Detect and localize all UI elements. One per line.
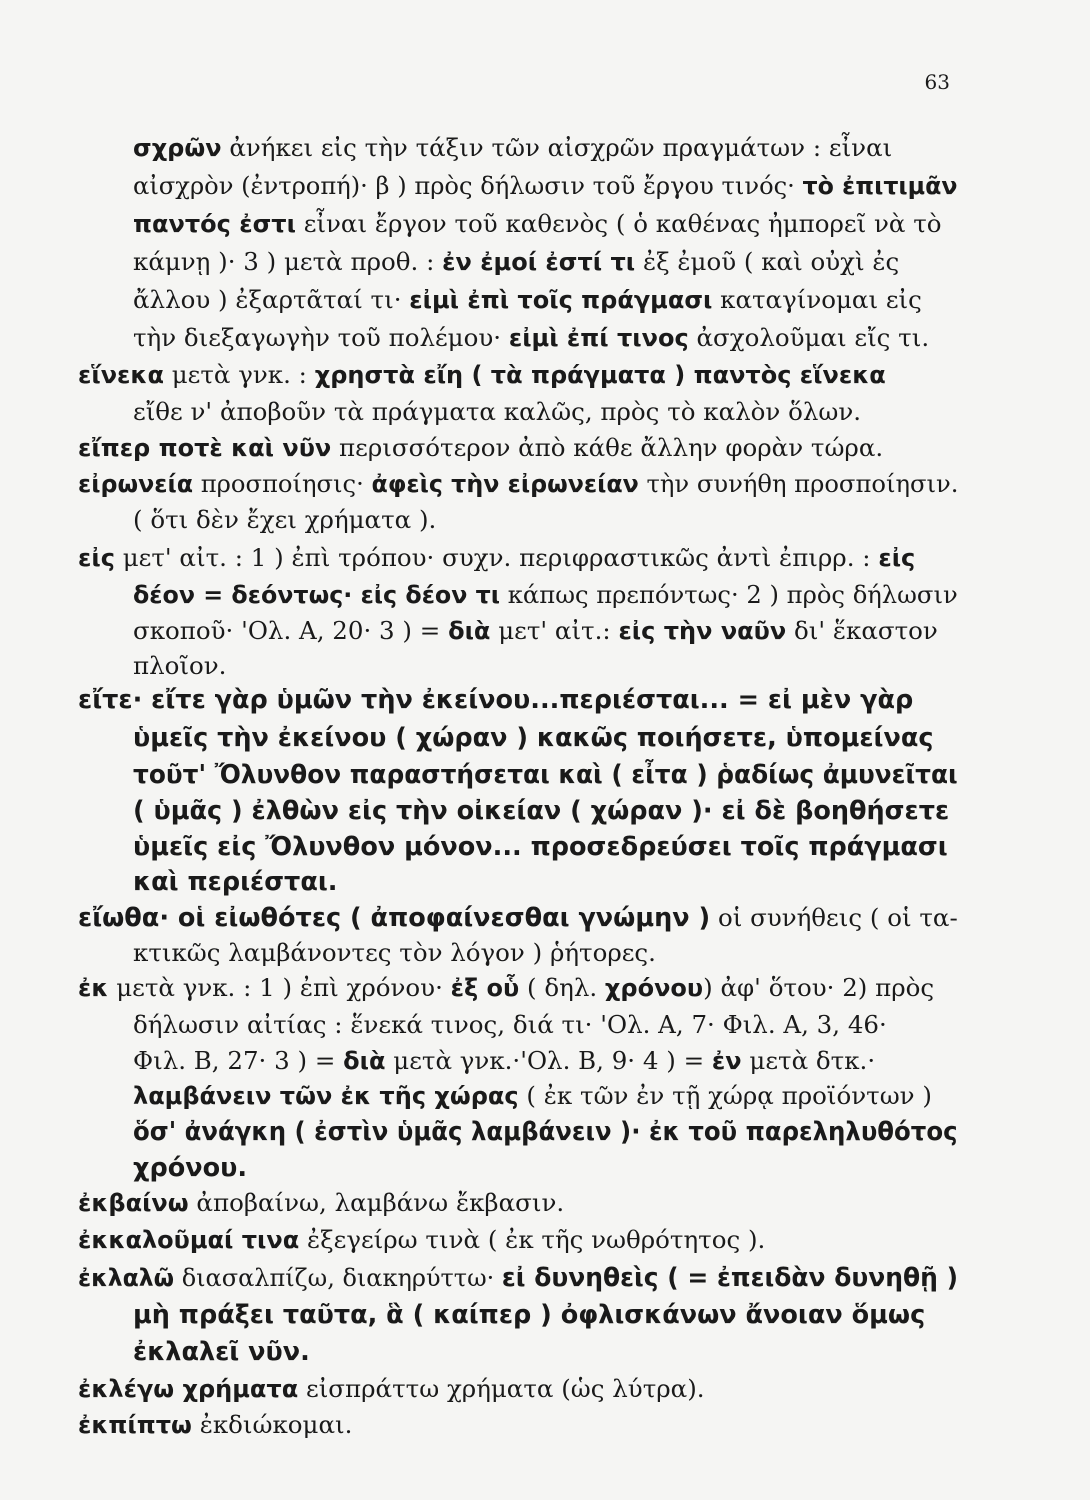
entry-line bbox=[78, 1407, 958, 1444]
continuation-line bbox=[133, 1043, 958, 1080]
continuation-line bbox=[133, 130, 958, 167]
bold-quotation: εἴτε· εἴτε γὰρ ὑμῶν τὴν ἐκείνου...περιέσται... = εἰ μὲν γὰρ bbox=[78, 685, 914, 715]
bold-term: χρηστὰ εἴη ( τὰ πράγματα ) παντὸς εἵνεκα bbox=[314, 361, 886, 389]
continuation-line bbox=[133, 1078, 958, 1115]
continuation-line bbox=[133, 613, 958, 650]
continuation-line bbox=[133, 394, 958, 431]
continuation-line bbox=[133, 320, 958, 357]
gloss-text: κτικῶς λαμβάνοντες τὸν λόγον ) ῥήτορες. bbox=[133, 938, 656, 967]
continuation-line bbox=[133, 935, 958, 972]
bold-term: ἀφεὶς τὴν εἰρωνείαν bbox=[371, 470, 639, 498]
continuation-line bbox=[133, 648, 958, 685]
bold-term: εἰμὶ ἐπί τινος bbox=[508, 324, 689, 352]
continuation-line bbox=[133, 168, 958, 205]
entry-line bbox=[78, 682, 958, 719]
bold-term: χρόνου bbox=[604, 974, 704, 1002]
bold-term: ἐκπίπτω bbox=[78, 1411, 192, 1439]
gloss-text: σκοποῦ· 'Ολ. Α, 20· 3 ) = bbox=[133, 616, 449, 645]
gloss-text: προσποίησις· bbox=[192, 469, 372, 498]
continuation-line bbox=[133, 1114, 958, 1151]
gloss-text: ἀνήκει εἰς τὴν τάξιν τῶν αἰσχρῶν πραγμάτων : εἶναι bbox=[221, 133, 893, 162]
continuation-line bbox=[133, 1150, 958, 1187]
bold-quotation: εἰ δυνηθεὶς ( = ἐπειδὰν δυνηθῇ ) bbox=[501, 1263, 959, 1293]
gloss-text: τὴν διεξαγωγὴν τοῦ πολέμου· bbox=[133, 323, 509, 352]
bold-term: εἴπερ ποτὲ καὶ νῦν bbox=[78, 434, 332, 462]
bold-term: εἵνεκα bbox=[78, 361, 164, 389]
bold-term: εἰς bbox=[878, 544, 916, 572]
gloss-text: περισσότερον ἀπὸ κάθε ἄλλην φορὰν τώρα. bbox=[331, 433, 884, 462]
gloss-text: δήλωσιν αἰτίας : ἕνεκά τινος, διά τι· 'Ολ. Α, 7· Φιλ. Α, 3, 46· bbox=[133, 1010, 887, 1039]
continuation-line bbox=[133, 206, 958, 243]
gloss-text: ) ἀφ' ὅτου· 2) πρὸς bbox=[703, 973, 935, 1002]
bold-quotation: μὴ πράξει ταῦτα, ἃ ( καίπερ ) ὀφλισκάνων ἄνοιαν ὅμως bbox=[133, 1300, 926, 1330]
gloss-text: αἰσχρὸν (ἐντροπή)· β ) πρὸς δήλωσιν τοῦ ἔργου τινός· bbox=[133, 171, 803, 200]
bold-term: τὸ ἐπιτιμᾶν bbox=[802, 172, 958, 200]
continuation-line bbox=[133, 864, 958, 901]
gloss-text: πλοῖον. bbox=[133, 651, 227, 680]
entry-line bbox=[78, 1260, 959, 1297]
bold-quotation: ὑμεῖς τὴν ἐκείνου ( χώραν ) κακῶς ποιήσετε, ὑπομείνας bbox=[133, 723, 934, 753]
gloss-text: ἐκδιώκομαι. bbox=[191, 1410, 353, 1439]
gloss-text: μετ' αἰτ.: bbox=[490, 616, 619, 645]
gloss-text: κάπως πρεπόντως· 2 ) πρὸς δήλωσιν bbox=[500, 580, 958, 609]
gloss-text: δι' ἕκαστον bbox=[786, 616, 938, 645]
gloss-text: Φιλ. Β, 27· 3 ) = bbox=[133, 1046, 344, 1075]
entry-line bbox=[78, 540, 958, 577]
bold-term: λαμβάνειν τῶν ἐκ τῆς χώρας bbox=[133, 1082, 519, 1110]
gloss-text: μετὰ γνκ.·'Ολ. Β, 9· 4 ) = bbox=[385, 1046, 712, 1075]
gloss-text: καταγίνομαι εἰς bbox=[712, 285, 922, 314]
bold-term: παντός ἐστι bbox=[133, 210, 296, 238]
continuation-line bbox=[133, 829, 958, 866]
bold-term: δέον = δεόντως· εἰς δέον τι bbox=[133, 581, 501, 609]
gloss-text: μετὰ γνκ. : bbox=[163, 360, 315, 389]
bold-quotation: ἐκλαλεῖ νῦν. bbox=[133, 1337, 310, 1367]
bold-term: ἐκ bbox=[78, 974, 109, 1002]
gloss-text: ἐξεγείρω τινὰ ( ἐκ τῆς νωθρότητος ). bbox=[299, 1225, 766, 1254]
entry-line bbox=[78, 1185, 958, 1222]
gloss-text: διασαλπίζω, διακηρύττω· bbox=[174, 1263, 502, 1292]
gloss-text: τὴν συνήθη προσποίησιν. bbox=[638, 469, 959, 498]
bold-term: ἐκλαλῶ bbox=[78, 1264, 175, 1292]
gloss-text: οἱ συνήθεις ( οἱ τα- bbox=[710, 903, 958, 932]
bold-term: ἐκκαλοῦμαί τινα bbox=[78, 1226, 300, 1254]
continuation-line bbox=[133, 282, 958, 319]
bold-term: σχρῶν bbox=[133, 134, 222, 162]
continuation-line bbox=[133, 720, 958, 757]
entry-line bbox=[78, 466, 959, 503]
bold-term: ἐκβαίνω bbox=[78, 1189, 189, 1217]
bold-term: εἰμὶ ἐπὶ τοῖς πράγμασι bbox=[409, 286, 713, 314]
bold-term: εἰς bbox=[78, 544, 115, 572]
gloss-text: ἐξ ἐμοῦ ( καὶ οὐχὶ ἐς bbox=[635, 247, 900, 276]
bold-term: ἐκλέγω χρήματα bbox=[78, 1375, 299, 1403]
bold-term: ἐξ οὗ bbox=[450, 974, 520, 1002]
gloss-text: ( δηλ. bbox=[519, 973, 605, 1002]
bold-quotation: καὶ περιέσται. bbox=[133, 867, 338, 897]
bold-quotation: χρόνου. bbox=[133, 1153, 248, 1183]
continuation-line bbox=[133, 757, 958, 794]
page-number: 63 bbox=[924, 70, 950, 94]
gloss-text: κάμνῃ )· 3 ) μετὰ προθ. : bbox=[133, 247, 443, 276]
continuation-line bbox=[133, 502, 958, 539]
bold-term: διὰ bbox=[343, 1047, 386, 1075]
gloss-text: ἀποβαίνω, λαμβάνω ἔκβασιν. bbox=[188, 1188, 565, 1217]
continuation-line bbox=[133, 577, 958, 614]
gloss-text: ἀσχολοῦμαι εἴς τι. bbox=[688, 323, 930, 352]
bold-term: διὰ bbox=[448, 617, 491, 645]
entry-line bbox=[78, 970, 958, 1007]
entry-line bbox=[78, 900, 958, 937]
entry-line bbox=[78, 1371, 958, 1408]
continuation-line bbox=[133, 1297, 958, 1334]
continuation-line bbox=[133, 793, 958, 830]
bold-quotation: τοῦτ' Ὄλυνθον παραστήσεται καὶ ( εἶτα ) ῥαδίως ἀμυνεῖται bbox=[133, 760, 958, 790]
continuation-line bbox=[133, 1334, 958, 1371]
gloss-text: εἶναι ἔργον τοῦ καθενὸς ( ὁ καθένας ἠμπορεῖ νὰ τὸ bbox=[295, 209, 942, 238]
gloss-text: μετὰ δτκ.· bbox=[741, 1046, 876, 1075]
entry-line bbox=[78, 357, 958, 394]
gloss-text: ( ἐκ τῶν ἐν τῇ χώρᾳ προϊόντων ) bbox=[518, 1081, 932, 1110]
gloss-text: μετ' αἰτ. : 1 ) ἐπὶ τρόπου· συχν. περιφραστικῶς ἀντὶ ἐπιρρ. : bbox=[114, 543, 879, 572]
continuation-line bbox=[133, 1007, 958, 1044]
continuation-line bbox=[133, 244, 958, 281]
bold-term: ἐν ἐμοί ἐστί τι bbox=[442, 248, 636, 276]
bold-term: εἰς τὴν ναῦν bbox=[618, 617, 787, 645]
gloss-text: ἄλλου ) ἐξαρτᾶταί τι· bbox=[133, 285, 410, 314]
gloss-text: μετὰ γνκ. : 1 ) ἐπὶ χρόνου· bbox=[108, 973, 451, 1002]
bold-term: ἐν bbox=[711, 1047, 742, 1075]
bold-quotation: εἴωθα· οἱ εἰωθότες ( ἀποφαίνεσθαι γνώμην ) bbox=[78, 903, 711, 933]
gloss-text: ( ὅτι δὲν ἔχει χρήματα ). bbox=[133, 505, 437, 534]
bold-quotation: ( ὑμᾶς ) ἐλθὼν εἰς τὴν οἰκείαν ( χώραν )· εἰ δὲ βοηθήσετε bbox=[133, 796, 950, 826]
entry-line bbox=[78, 430, 958, 467]
bold-quotation: ὑμεῖς εἰς Ὄλυνθον μόνον... προσεδρεύσει τοῖς πράγμασι bbox=[133, 832, 948, 862]
gloss-text: εἴθε ν' ἀποβοῦν τὰ πράγματα καλῶς, πρὸς τὸ καλὸν ὅλων. bbox=[133, 397, 862, 426]
gloss-text: εἰσπράττω χρήματα (ὡς λύτρα). bbox=[298, 1374, 705, 1403]
entry-line bbox=[78, 1222, 958, 1259]
bold-term: εἰρωνεία bbox=[78, 470, 193, 498]
bold-quotation: ὅσ' ἀνάγκη ( ἐστὶν ὑμᾶς λαμβάνειν )· ἐκ τοῦ παρεληλυθότος bbox=[133, 1117, 958, 1147]
